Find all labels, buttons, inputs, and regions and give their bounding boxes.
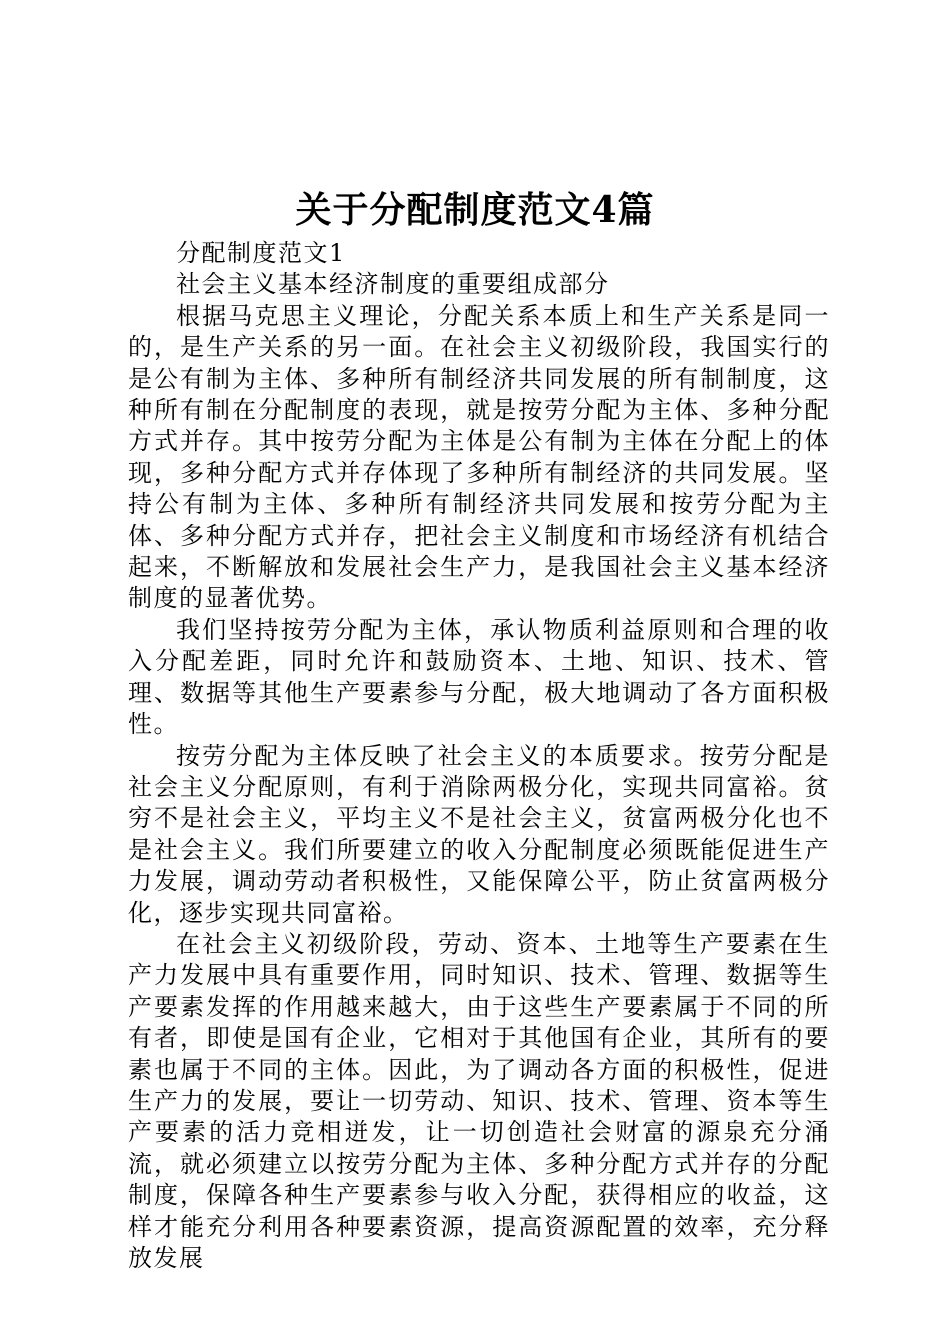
section-heading: 分配制度范文1 — [176, 239, 346, 267]
body-paragraph: 在社会主义初级阶段，劳动、资本、土地等生产要素在生产力发展中具有重要作用，同时知识、技术、管理、数据等生产要素发挥的作用越来越大，由于这些生产要素属于不同的所有者，即使是国有企业，它相对于其他国有企业，其所有的要素也属于不同的主体。因此，为了调动各方面的积极性，促进生产力的发展，要让一切劳动、知识、技术、管理、资本等生产要素的活力竞相迸发，让一切创造社会财富的源泉充分涌流，就必须建立以按劳分配为主体、多种分配方式并存的分配制度，保障各种生产要素参与收入分配，获得相应的收益，这样才能充分利用各种要素资源，提高资源配置的效率，充分释放发展 — [128, 929, 830, 1272]
body-paragraph: 我们坚持按劳分配为主体，承认物质利益原则和合理的收入分配差距，同时允许和鼓励资本、土地、知识、技术、管理、数据等其他生产要素参与分配，极大地调动了各方面积极性。 — [128, 615, 830, 739]
body-paragraph: 根据马克思主义理论，分配关系本质上和生产关系是同一的，是生产关系的另一面。在社会主义初级阶段，我国实行的是公有制为主体、多种所有制经济共同发展的所有制制度，这种所有制在分配制度的表现，就是按劳分配为主体、多种分配方式并存。其中按劳分配为主体是公有制为主体在分配上的体现，多种分配方式并存体现了多种所有制经济的共同发展。坚持公有制为主体、多种所有制经济共同发展和按劳分配为主体、多种分配方式并存，把社会主义制度和市场经济有机结合起来，不断解放和发展社会生产力，是我国社会主义基本经济制度的显著优势。 — [128, 301, 830, 613]
document-body — [128, 238, 830, 1274]
document-title: 关于分配制度范文4篇 — [295, 189, 655, 231]
section-subheading: 社会主义基本经济制度的重要组成部分 — [176, 270, 610, 299]
body-paragraph: 按劳分配为主体反映了社会主义的本质要求。按劳分配是社会主义分配原则，有利于消除两极分化，实现共同富裕。贫穷不是社会主义，平均主义不是社会主义，贫富两极分化也不是社会主义。我们所要建立的收入分配制度必须既能促进生产力发展，调动劳动者积极性，又能保障公平，防止贫富两极分化，逐步实现共同富裕。 — [128, 741, 830, 927]
